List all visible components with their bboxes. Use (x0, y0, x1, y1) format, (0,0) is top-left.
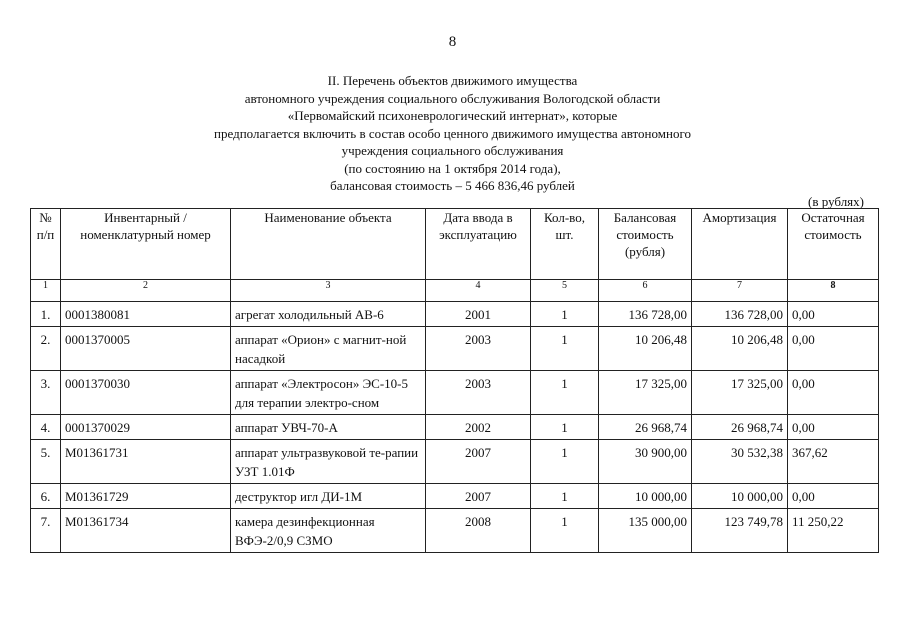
inventory-table (30, 208, 879, 553)
commission-year: 2001 (426, 302, 531, 327)
column-header-number: № п/п (31, 209, 61, 280)
column-header-inventory: Инвентарный /номенклатурный номер (61, 209, 231, 280)
inventory-number: 0001370029 (61, 415, 231, 440)
commission-year: 2003 (426, 327, 531, 371)
column-number: 1 (31, 280, 61, 302)
residual-value: 11 250,22 (788, 509, 879, 553)
column-header-amortization: Амортизация (692, 209, 788, 280)
column-number: 5 (531, 280, 599, 302)
table-row (31, 509, 879, 553)
column-number: 8 (788, 280, 879, 302)
inventory-number: 0001380081 (61, 302, 231, 327)
amortization-value: 26 968,74 (692, 415, 788, 440)
amortization-value: 10 000,00 (692, 484, 788, 509)
heading-line: предполагается включить в состав особо ценного движимого имущества автономного (214, 125, 691, 141)
row-number: 3. (31, 371, 61, 415)
unit-note: (в рублях) (808, 194, 864, 209)
balance-value: 135 000,00 (599, 509, 692, 553)
column-number: 4 (426, 280, 531, 302)
row-number: 4. (31, 415, 61, 440)
table-row (31, 484, 879, 509)
heading-line: II. Перечень объектов движимого имущества (327, 73, 578, 88)
row-number: 1. (31, 302, 61, 327)
document-heading (0, 72, 905, 195)
column-header-residual: Остаточная стоимость (788, 209, 879, 280)
column-number: 6 (599, 280, 692, 302)
residual-value: 0,00 (788, 302, 879, 327)
table-row (31, 415, 879, 440)
balance-value: 136 728,00 (599, 302, 692, 327)
quantity: 1 (531, 415, 599, 440)
heading-line: автономного учреждения социального обслуживания Вологодской области (244, 90, 661, 106)
column-number: 7 (692, 280, 788, 302)
amortization-value: 17 325,00 (692, 371, 788, 415)
amortization-value: 30 532,38 (692, 440, 788, 484)
object-name: аппарат УВЧ-70-А (231, 415, 426, 440)
table-row (31, 327, 879, 371)
commission-year: 2007 (426, 440, 531, 484)
balance-value: 26 968,74 (599, 415, 692, 440)
row-number: 2. (31, 327, 61, 371)
column-header-balance: Балансовая стоимость (рубля) (599, 209, 692, 280)
inventory-number: М01361729 (61, 484, 231, 509)
quantity: 1 (531, 327, 599, 371)
column-header-quantity: Кол-во, шт. (531, 209, 599, 280)
commission-year: 2007 (426, 484, 531, 509)
balance-value: 10 206,48 (599, 327, 692, 371)
residual-value: 0,00 (788, 415, 879, 440)
quantity: 1 (531, 302, 599, 327)
column-header-name: Наименование объекта (231, 209, 426, 280)
quantity: 1 (531, 509, 599, 553)
inventory-number: 0001370005 (61, 327, 231, 371)
residual-value: 367,62 (788, 440, 879, 484)
object-name: деструктор игл ДИ-1М (231, 484, 426, 509)
page-number: 8 (448, 34, 457, 50)
balance-value: 17 325,00 (599, 371, 692, 415)
table-row (31, 371, 879, 415)
heading-line: учреждения социального обслуживания (341, 143, 564, 158)
amortization-value: 123 749,78 (692, 509, 788, 553)
row-number: 6. (31, 484, 61, 509)
inventory-number: 0001370030 (61, 371, 231, 415)
inventory-number: М01361734 (61, 509, 231, 553)
row-number: 5. (31, 440, 61, 484)
quantity: 1 (531, 371, 599, 415)
commission-year: 2003 (426, 371, 531, 415)
heading-line: (по состоянию на 1 октября 2014 года), (344, 160, 561, 176)
quantity: 1 (531, 484, 599, 509)
column-number: 3 (231, 280, 426, 302)
object-name: аппарат ультразвуковой те-рапии УЗТ 1.01Ф (231, 440, 426, 484)
object-name: агрегат холодильный АВ-6 (231, 302, 426, 327)
header-row (31, 209, 879, 280)
heading-line: балансовая стоимость – 5 466 836,46 рублей (330, 178, 575, 193)
column-header-date: Дата ввода в эксплуатацию (426, 209, 531, 280)
inventory-number: М01361731 (61, 440, 231, 484)
residual-value: 0,00 (788, 371, 879, 415)
quantity: 1 (531, 440, 599, 484)
heading-line: «Первомайский психоневрологический интернат», которые (287, 108, 618, 123)
balance-value: 10 000,00 (599, 484, 692, 509)
table-row (31, 440, 879, 484)
commission-year: 2008 (426, 509, 531, 553)
residual-value: 0,00 (788, 484, 879, 509)
row-number: 7. (31, 509, 61, 553)
amortization-value: 136 728,00 (692, 302, 788, 327)
object-name: аппарат «Орион» с магнит-ной насадкой (231, 327, 426, 371)
object-name: камера дезинфекционная ВФЭ-2/0,9 СЗМО (231, 509, 426, 553)
commission-year: 2002 (426, 415, 531, 440)
residual-value: 0,00 (788, 327, 879, 371)
column-number-row (31, 280, 879, 302)
column-number: 2 (61, 280, 231, 302)
object-name: аппарат «Электросон» ЭС-10-5 для терапии электро-сном (231, 371, 426, 415)
table-row (31, 302, 879, 327)
amortization-value: 10 206,48 (692, 327, 788, 371)
balance-value: 30 900,00 (599, 440, 692, 484)
